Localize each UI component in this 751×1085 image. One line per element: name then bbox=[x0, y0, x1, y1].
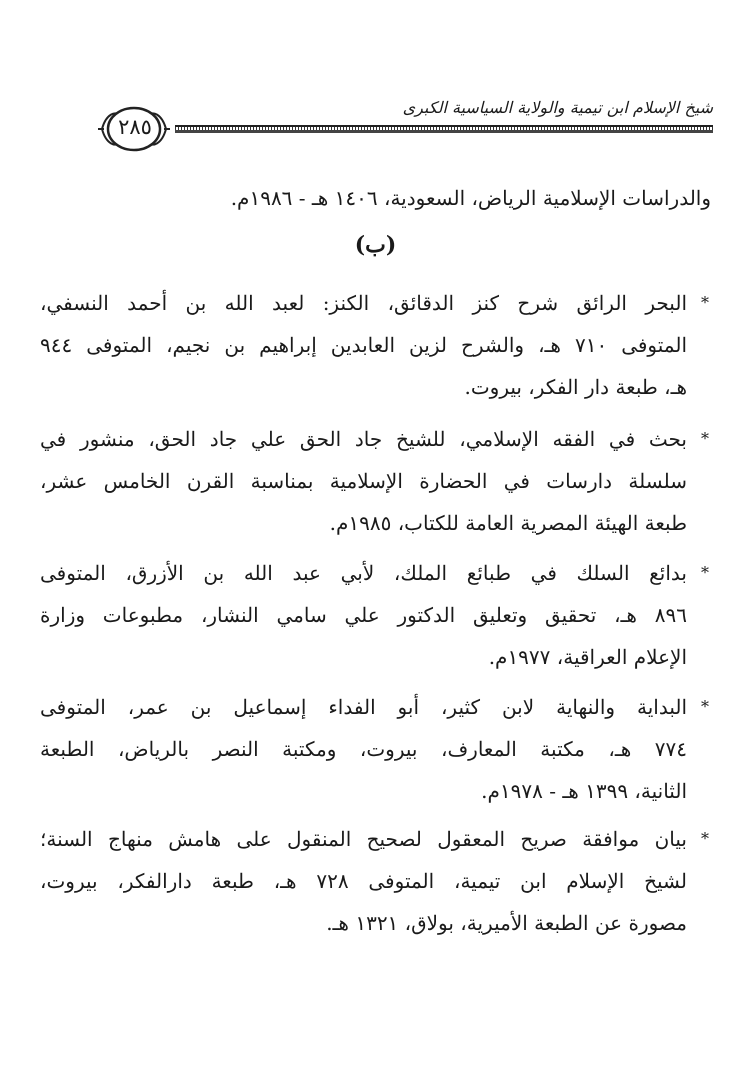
entry-line: البداية والنهاية لابن كثير، أبو الفداء إسماعيل بن عمر، المتوفى bbox=[40, 695, 687, 719]
entry-line: البحر الرائق شرح كنز الدقائق، الكنز: لعبد الله بن أحمد النسفي، bbox=[40, 291, 687, 315]
entry-text bbox=[40, 552, 713, 678]
asterisk-bullet-icon: * bbox=[701, 829, 709, 848]
entry-text bbox=[40, 818, 713, 944]
asterisk-bullet-icon: * bbox=[701, 563, 709, 582]
entry-line: هـ، طبعة دار الفكر، بيروت. bbox=[464, 375, 687, 399]
entry-line: الإعلام العراقية، ١٩٧٧م. bbox=[488, 645, 687, 669]
asterisk-bullet-icon: * bbox=[701, 697, 709, 716]
entry-text bbox=[40, 686, 713, 812]
entry-line: ٨٩٦ هـ، تحقيق وتعليق الدكتور علي سامي النشار، مطبوعات وزارة bbox=[40, 603, 687, 627]
entry-line: بدائع السلك في طبائع الملك، لأبي عبد الله بن الأزرق، المتوفى bbox=[40, 561, 687, 585]
running-title: شيخ الإسلام ابن تيمية والولاية السياسية الكبرى bbox=[402, 98, 713, 117]
entry-line: المتوفى ٧١٠ هـ، والشرح لزين العابدين إبراهيم بن نجيم، المتوفى ٩٤٤ bbox=[40, 333, 688, 357]
entry-line: لشيخ الإسلام ابن تيمية، المتوفى ٧٢٨ هـ، طبعة دارالفكر، بيروت، bbox=[40, 869, 687, 893]
header-rule-bottom bbox=[175, 130, 713, 133]
entry-line: الثانية، ١٣٩٩ هـ - ١٩٧٨م. bbox=[481, 779, 687, 803]
bibliography-entry bbox=[40, 282, 713, 408]
bibliography-entry bbox=[40, 552, 713, 678]
bibliography-entry bbox=[40, 418, 713, 544]
entry-text bbox=[40, 418, 713, 544]
section-heading: (ب) bbox=[354, 232, 397, 258]
entry-line: مصورة عن الطبعة الأميرية، بولاق، ١٣٢١ هـ. bbox=[326, 911, 687, 935]
bibliography-entry bbox=[40, 818, 713, 944]
entry-line: بحث في الفقه الإسلامي، للشيخ جاد الحق علي جاد الحق، منشور في bbox=[40, 427, 687, 451]
asterisk-bullet-icon: * bbox=[701, 293, 709, 312]
entry-line: سلسلة دارسات في الحضارة الإسلامية بمناسبة القرن الخامس عشر، bbox=[40, 469, 687, 493]
bibliography-entry bbox=[40, 686, 713, 812]
entry-line: بيان موافقة صريح المعقول لصحيح المنقول على هامش منهاج السنة؛ bbox=[40, 827, 687, 851]
entry-line: ٧٧٤ هـ، مكتبة المعارف، بيروت، ومكتبة النصر بالرياض، الطبعة bbox=[40, 737, 687, 761]
entry-text bbox=[40, 282, 713, 408]
page-number: ٢٨٥ bbox=[118, 115, 152, 139]
continuation-line: والدراسات الإسلامية الرياض، السعودية، ١٤٠٦ هـ - ١٩٨٦م. bbox=[230, 186, 711, 210]
entry-line: طبعة الهيئة المصرية العامة للكتاب، ١٩٨٥م. bbox=[329, 511, 687, 535]
asterisk-bullet-icon: * bbox=[701, 429, 709, 448]
